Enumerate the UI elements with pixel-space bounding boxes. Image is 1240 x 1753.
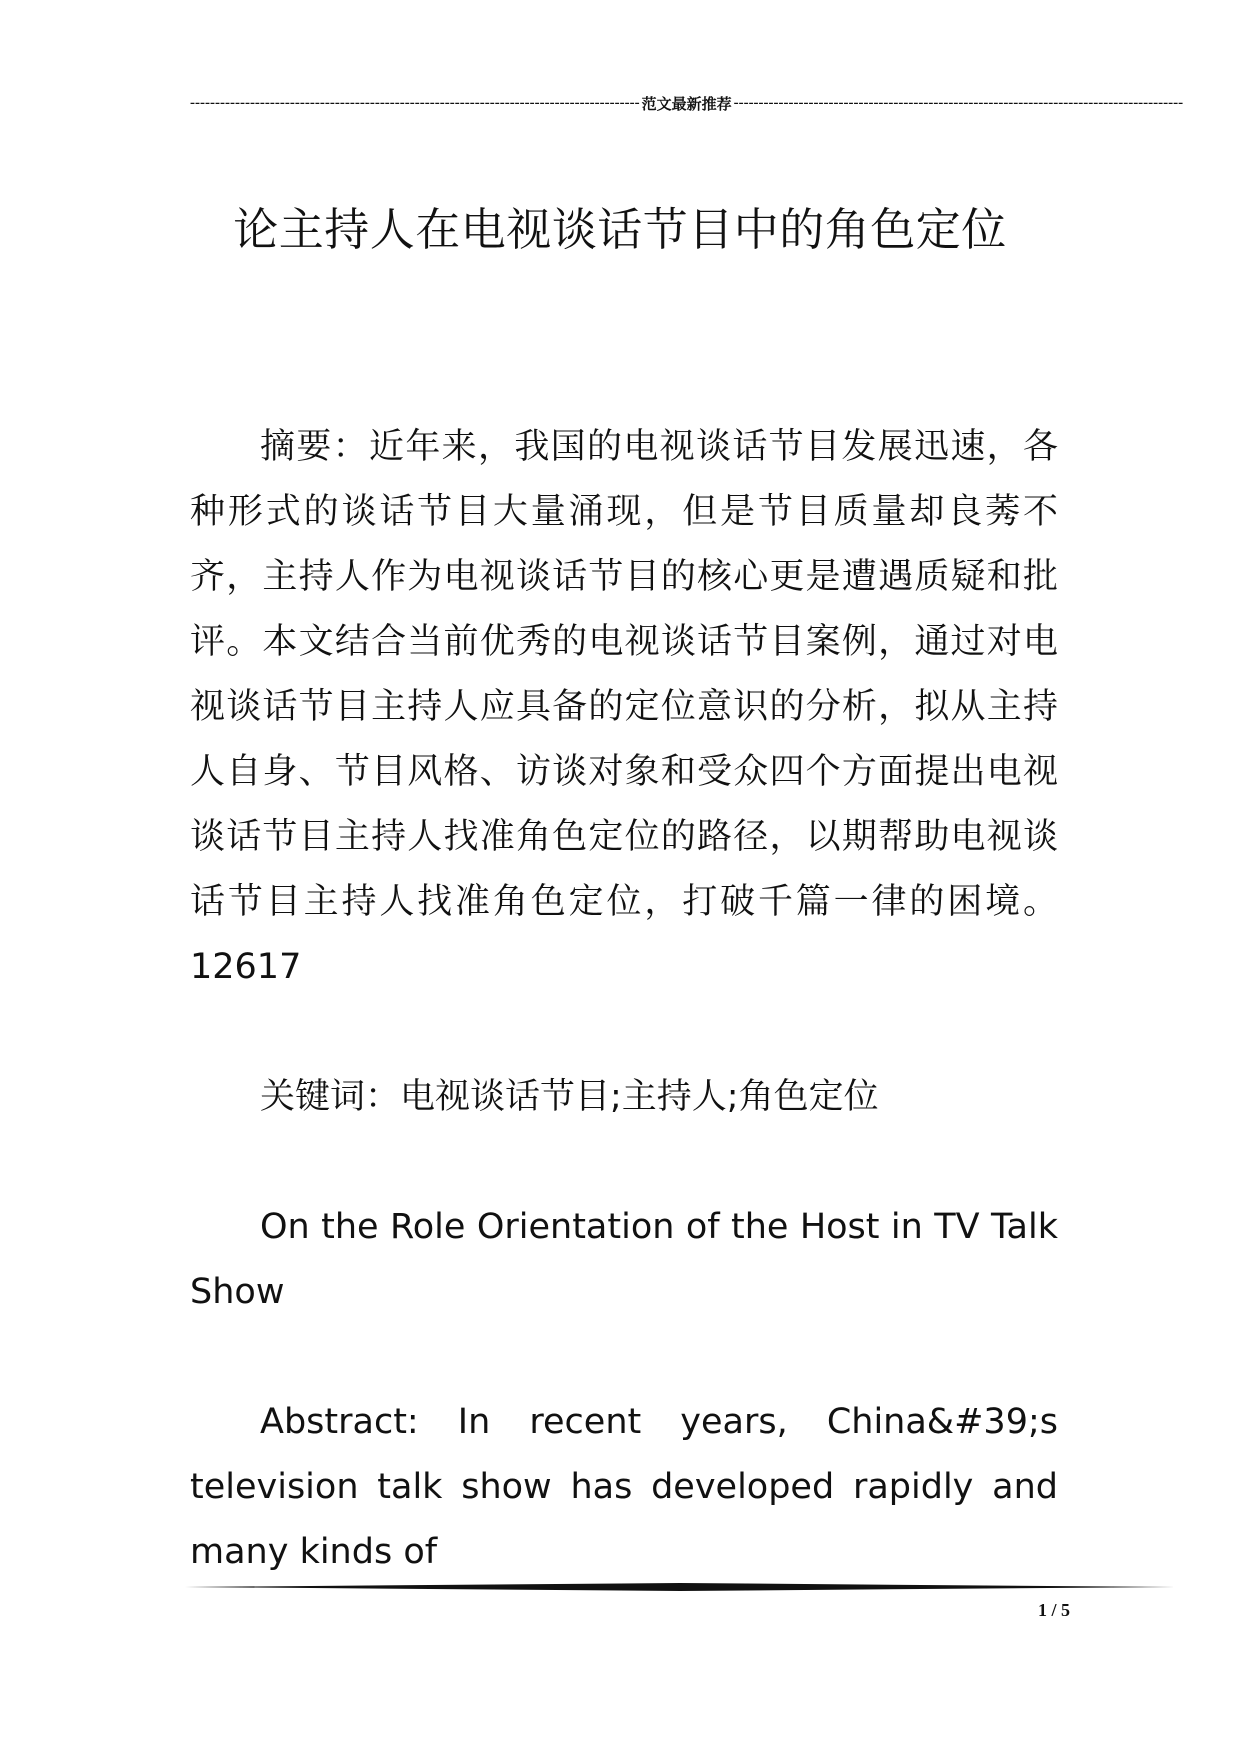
abstract-chinese: 摘要：近年来，我国的电视谈话节目发展迅速，各种形式的谈话节目大量涌现，但是节目质量却良莠不齐，主持人作为电视谈话节目的核心更是遭遇质疑和批评。本文结合当前优秀的电视谈话节目案例，通过对电视谈话节目主持人应具备的定位意识的分析，拟从主持人自身、节目风格、访谈对象和受众四个方面提出电视谈话节目主持人找准角色定位的路径，以期帮助电视谈话节目主持人找准角色定位，打破千篇一律的困境。12617	[190, 427, 1058, 987]
title-english: On the Role Orientation of the Host in TV Talk Show	[190, 1207, 1058, 1312]
header-dashes-right: ------------------------------------------------------------------------------------------	[733, 95, 1184, 111]
document-title: 论主持人在电视谈话节目中的角色定位	[233, 203, 1007, 257]
header-label: 范文最新推荐	[641, 94, 732, 113]
header-dashes-left: ------------------------------------------------------------------------------------------	[190, 95, 640, 111]
abstract-english: Abstract: In recent years, China&#39;s television talk show has developed rapidly and many kinds of	[190, 1402, 1058, 1572]
footer-rule	[185, 1583, 1175, 1591]
document-body	[190, 415, 1058, 1650]
keywords-chinese: 关键词：电视谈话节目;主持人;角色定位	[260, 1077, 879, 1117]
page-header	[190, 90, 1184, 116]
page-number: 1 / 5	[1037, 1600, 1070, 1620]
